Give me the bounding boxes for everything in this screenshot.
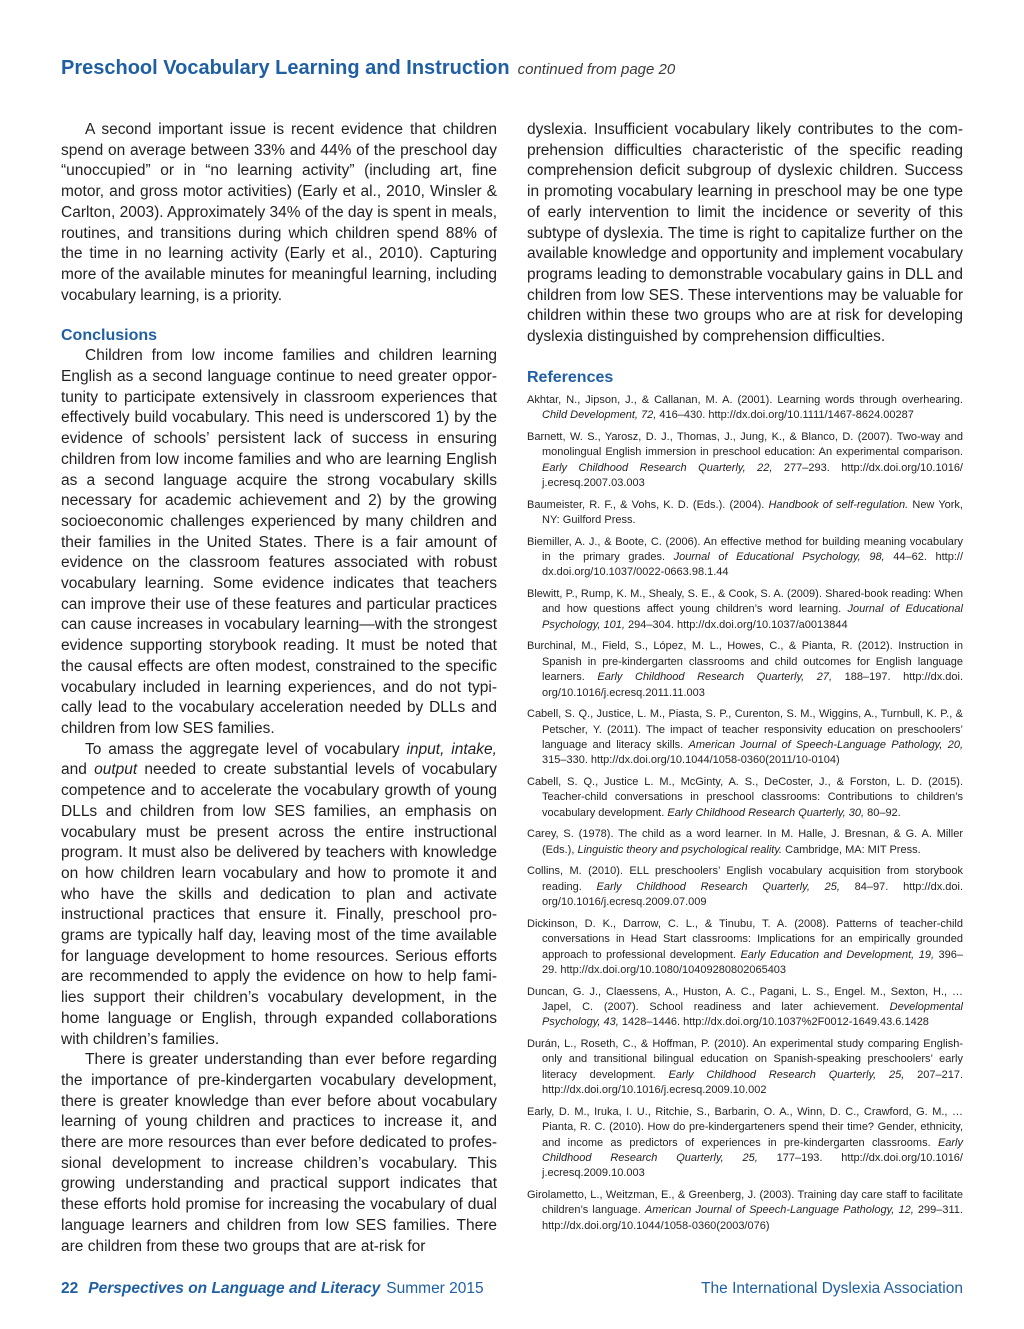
reference-entry: Early, D. M., Iruka, I. U., Ritchie, S., Barbarin, O. A., Winn, D. C., Crawford, G. M., … Pianta, R. C. (2010). How do pre-kindergarteners spend their time? Gender, ethnicity, and income as predictors of experiences in pre-kindergarten classrooms. Early Childhood Research Quarterly, 25, 177–193. http://dx.doi.org/10.1016/ j.ecresq.2009.10.003 — [527, 1105, 963, 1180]
page-footer — [61, 1280, 963, 1298]
page-number: 22 — [61, 1280, 79, 1297]
journal-title: Perspectives on Language and Literacy — [88, 1280, 381, 1297]
reference-entry: Collins, M. (2010). ELL preschoolers’ English vocabulary acquisition from storybook reading. Early Childhood Research Quarterly, 25, 84–97. http://dx.doi. org/10.1016/j.ecresq.2009.07.009 — [527, 865, 963, 909]
body-paragraph: There is greater understanding than ever before regarding the importance of pre-kindergarten vocabulary development, there is greater knowledge than ever before about vocabulary learning of young children and practices to increase it, and there are more resources than ever before dedicated to professional development to increase children’s vocabulary. This growing understanding and practical support indicates that these efforts hold promise for increasing the vocabulary of dual language learners and children from low SES families. There are children from these two groups that are at-risk for — [61, 1051, 497, 1255]
left-column — [61, 120, 497, 1257]
reference-entry: Girolametto, L., Weitzman, E., & Greenberg, J. (2003). Training day care staff to facilitate children’s language. American Journal of Speech-Language Pathology, 12, 299–311. http://dx.doi.org/10.1044/1058-0360(2003/076) — [527, 1189, 963, 1232]
right-column — [527, 120, 963, 1240]
body-paragraph: dyslexia. Insufficient vocabulary likely contributes to the comprehension difficulties characteristic of the specific reading comprehension deficit subgroup of dyslexic children. Success in promoting vocabulary learning in preschool may be one type of early intervention to limit the incidence or severity of this subtype of dyslexia. The time is right to capitalize further on the available knowledge and opportunity and implement vocabulary programs leading to demonstrable vocabulary gains in DLL and children from low SES. These interventions may be valuable for children within these two groups who are at risk for developing dyslexia distinguished by comprehension difficulties. — [527, 121, 963, 346]
body-paragraph: Children from low income families and children learning English as a second language continue to need greater opportunity to participate extensively in classroom experiences that effectively build vocabulary. This need is underscored 1) by the evidence of schools’ persistent lack of success in ensuring children from low income families and who are learning English as a second language acquire the strong vocabulary skills necessary for academic achievement and 2) by the growing socioeconomic challenges experienced by many children and their families in the United States. There is a fair amount of evidence on the classroom features associated with robust vocabulary learning. Some evidence indicates that teachers can improve their use of these features and particular practices can cause increases in vocabulary learning—with the strongest evidence supporting storybook reading. It must be noted that the causal effects are often modest, constrained to the specific vocabulary included in learning experiences, and do not typically lead to the vocabulary acceleration needed by DLLs and children from low SES families. — [61, 347, 497, 737]
issue-date: Summer 2015 — [386, 1280, 484, 1297]
references-heading: References — [527, 368, 614, 386]
reference-entry: Carey, S. (1978). The child as a word learner. In M. Halle, J. Bresnan, & G. A. Miller (Eds.), Linguistic theory and psychological reality. Cambridge, MA: MIT Press. — [527, 828, 963, 856]
organization-name: The International Dyslexia Association — [701, 1280, 963, 1297]
running-head — [61, 57, 961, 80]
reference-entry: Cabell, S. Q., Justice, L. M., Piasta, S. P., Curenton, S. M., Wiggins, A., Turnbull, K. P., & Petscher, Y. (2011). The impact of teacher responsivity education on preschoolers’ language and literacy skills. American Journal of Speech-Language Pathology, 20, 315–330. http://dx.doi.org/10.1044/1058-0360(2011/10-0104) — [527, 708, 963, 767]
reference-entry: Biemiller, A. J., & Boote, C. (2006). An effective method for building meaning vocabulary in the primary grades. Journal of Educational Psychology, 98, 44–62. http:// dx.doi.org/10.1037/0022-0663.98.1.44 — [527, 535, 964, 579]
reference-entry: Dickinson, D. K., Darrow, C. L., & Tinubu, T. A. (2008). Patterns of teacher-child conversations in Head Start classrooms: Implications for an empirically grounded approach to professional development. Early Education and Development, 19, 396–29. http://dx.doi.org/10.1080/10409280802065403 — [527, 917, 963, 977]
reference-entry: Akhtar, N., Jipson, J., & Callanan, M. A. (2001). Learning words through overhearing. Child Development, 72, 416–430. http://dx.doi.org/10.1111/1467-8624.00287 — [527, 393, 963, 422]
reference-entry: Duncan, G. J., Claessens, A., Huston, A. C., Pagani, L. S., Engel. M., Sexton, H., … Japel, C. (2007). School readiness and later achievement. Developmental Psychology, 43, 1428–1446. http://dx.doi.org/10.1037%2F0012-1649.43.6.1428 — [527, 985, 963, 1029]
conclusions-heading: Conclusions — [61, 327, 158, 345]
article-title: Preschool Vocabulary Learning and Instruction — [61, 57, 510, 79]
body-paragraph: To amass the aggregate level of vocabulary input, intake, and output needed to create substantial levels of vocabulary competence and to accelerate the vocabulary growth of young DLLs and children from low SES families, an emphasis on vocabulary must be present across the entire instructional program. It must also be delivered by teachers with knowledge on how children learn vocabulary and how to promote it and who have the skills and dedication to plan and activate instructional practices that ensure it. Finally, preschool programs are typically half day, leaving most of the time available for language development to home resources. Serious efforts are recommended to apply the evidence on how to help families support their children’s vocabulary development, in the home language or English, through expanded collaborations with children’s families. — [61, 740, 497, 1048]
continued-note: continued from page 20 — [517, 61, 676, 78]
reference-entry: Burchinal, M., Field, S., López, M. L., Howes, C., & Pianta, R. (2012). Instruction in Spanish in pre-kindergarten classrooms and child outcomes for English language learners. Early Childhood Research Quarterly, 27, 188–197. http://dx.doi. org/10.1016/j.ecresq.2011.11.003 — [527, 640, 964, 699]
reference-entry: Durán, L., Roseth, C., & Hoffman, P. (2010). An experimental study comparing English-only and transitional bilingual education on Spanish-speaking preschoolers’ early literacy development. Early Childhood Research Quarterly, 25, 207–217. http://dx.doi.org/10.1016/j.ecresq.2009.10.002 — [527, 1038, 964, 1097]
reference-entry: Blewitt, P., Rump, K. M., Shealy, S. E., & Cook, S. A. (2009). Shared-book reading: When and how questions affect young children’s word learning. Journal of Educational Psychology, 101, 294–304. http://dx.doi.org/10.1037/a0013844 — [527, 587, 963, 631]
reference-entry: Baumeister, R. F., & Vohs, K. D. (Eds.). (2004). Handbook of self-regulation. New York, NY: Guilford Press. — [527, 498, 963, 526]
reference-list — [527, 393, 963, 1235]
reference-entry: Cabell, S. Q., Justice L. M., McGinty, A. S., DeCoster, J., & Forston, L. D. (2015). Teacher-child conversations in preschool classrooms: Contributions to children’s vocabulary development. Early Childhood Research Quarterly, 30, 80–92. — [527, 775, 963, 819]
body-paragraph: A second important issue is recent evidence that children spend on average between 33% and 44% of the preschool day “unoccupied” or in “no learning activity” (including art, fine motor, and gross motor activities) (Early et al., 2010, Winsler & Carlton, 2003). Approximately 34% of the day is spent in meals, routines, and transitions during which children spend 88% of the time in no learning activity (Early et al., 2010). Capturing more of the available minutes for meaningful learning, including vocabulary learning, is a priority. — [61, 121, 497, 304]
reference-entry: Barnett, W. S., Yarosz, D. J., Thomas, J., Jung, K., & Blanco, D. (2007). Two-way and monolingual English immersion in preschool education: An experimental comparison. Early Childhood Research Quarterly, 22, 277–293. http://dx.doi.org/10.1016/ j.ecresq.2007.03.003 — [527, 430, 963, 489]
